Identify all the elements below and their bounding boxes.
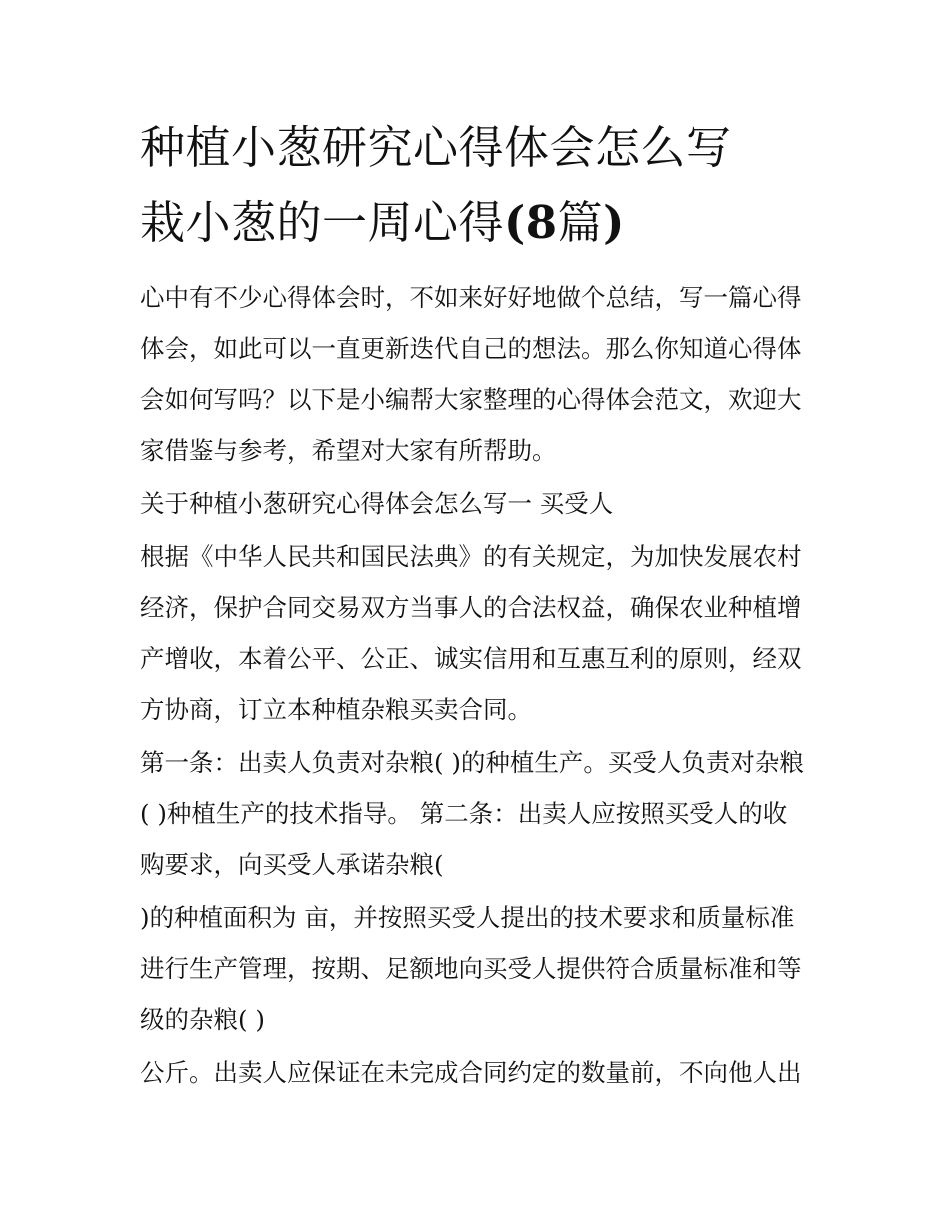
- text-line: 进行生产管理，按期、足额地向买受人提供符合质量标准和等: [140, 954, 802, 983]
- text-line: 公斤。出卖人应保证在未完成合同约定的数量前，不向他人出: [140, 1058, 802, 1087]
- section-heading: [140, 478, 820, 529]
- contract-article: [140, 1047, 820, 1098]
- text-line: ( )种植生产的技术指导。 第二条：出卖人应按照买受人的收: [140, 799, 788, 828]
- title-count: (8: [504, 196, 558, 249]
- text-line: 心中有不少心得体会时，不如来好好地做个总结，写一篇心得: [140, 283, 802, 312]
- document-body: [140, 110, 820, 1100]
- text-line: 经济，保护合同交易双方当事人的合法权益，确保农业种植增: [140, 593, 802, 622]
- text-line: 关于种植小葱研究心得体会怎么写一 买受人: [140, 489, 614, 518]
- text-line: 方协商，订立本种植杂粮买卖合同。: [140, 695, 532, 724]
- title-paren: ): [603, 196, 625, 249]
- text-line: 体会，如此可以一直更新迭代自己的想法。那么你知道心得体: [140, 334, 802, 363]
- title-line: 种植小葱研究心得体会怎么写: [140, 121, 732, 174]
- text-line: 家借鉴与参考，希望对大家有所帮助。: [140, 436, 557, 465]
- text-line: 会如何写吗？以下是小编帮大家整理的心得体会范文，欢迎大: [140, 385, 802, 414]
- text-line: 第一条：出卖人负责对杂粮( )的种植生产。买受人负责对杂粮: [140, 748, 804, 777]
- text-line: 购要求，向买受人承诺杂粮(: [140, 850, 444, 879]
- text-line: )的种植面积为 亩，并按照买受人提出的技术要求和质量标准: [140, 903, 795, 932]
- contract-article: [140, 892, 820, 1045]
- text-line: 根据《中华人民共和国民法典》的有关规定，为加快发展农村: [140, 542, 802, 571]
- intro-paragraph: [140, 272, 820, 476]
- text-line: 级的杂粮( ): [140, 1005, 265, 1034]
- text-line: 产增收，本着公平、公正、诚实信用和互惠互利的原则，经双: [140, 644, 802, 673]
- document-title: [140, 110, 820, 260]
- title-line: 栽小葱的一周心得(8篇): [140, 196, 625, 249]
- contract-preamble: [140, 531, 820, 735]
- contract-article: [140, 737, 820, 890]
